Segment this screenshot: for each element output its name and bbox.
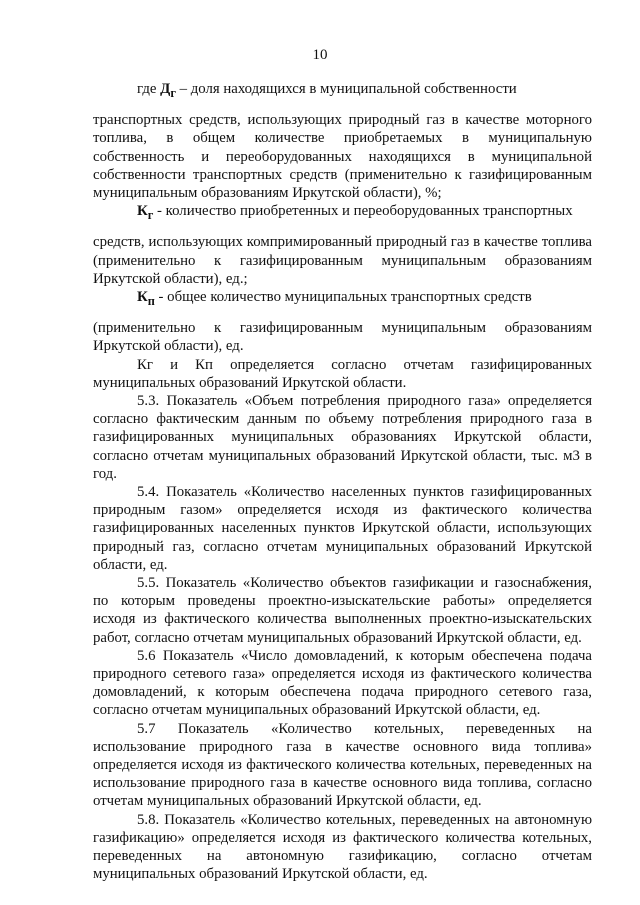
- paragraph-dg-continued: транспортных средств, использующих природный газ в качестве моторного топлива, в общем количестве приобретаемых в муниципальную собственность и переоборудованных находящихся в муниципальной собственности транспортных средств (применительно к газифицированным муниципальным образованиям Иркутской области), %;: [93, 112, 592, 201]
- paragraph-5-3: 5.3. Показатель «Объем потребления природного газа» определяется согласно фактическим данным по объему потребления природного газа в газифицированных муниципальных образованиях Иркутской области, согласно отчетам муниципальных образований Иркутской области, тыс. м3 в год.: [93, 392, 592, 482]
- paragraph-5-4: 5.4. Показатель «Количество населенных пунктов газифицированных природным газом» определяется исходя из фактического количества газифицированных населенных пунктов Иркутской области, использующих природный газ, согласно отчетам муниципальных образований Иркутской области, ед.: [93, 483, 592, 573]
- page-number: 10: [312, 47, 328, 63]
- paragraph-5-8: 5.8. Показатель «Количество котельных, переведенных на автономную газификацию» определяется исходя из фактического количества котельных, переведенных на автономную газификацию, согласно отчетам муниципальных образований Иркутской области, ед.: [93, 811, 592, 883]
- paragraph-5-5: 5.5. Показатель «Количество объектов газификации и газоснабжения, по которым проведены проектно-изыскательские работы» определяется исходя из фактического количества выполненных проектно-изыскательских работ, согласно отчетам муниципальных образований Иркутской области, ед.: [93, 574, 592, 646]
- symbol-dg: $Д_г$: [160, 81, 176, 100]
- paragraph-kg-continued: средств, использующих компримированный природный газ в качестве топлива (применительно к газифицированным муниципальным образованиям Иркутской области), ед.;: [93, 234, 592, 287]
- paragraph-kg-definition: $К_г$ - количество приобретенных и переоборудованных транспортных: [137, 203, 573, 223]
- paragraph-5-7: 5.7 Показатель «Количество котельных, переведенных на использование природного газа в качестве основного вида топлива» определяется исходя из фактического количества котельных, переведенных на использование природного газа в качестве основного вида топлива, согласно отчетам муниципальных образований Иркутской области, ед.: [93, 720, 592, 810]
- symbol-kp: $К_п$: [137, 288, 155, 308]
- paragraph-kg-kp-source: Кг и Кп определяется согласно отчетам газифицированных муниципальных образований Иркутской области.: [93, 356, 592, 391]
- paragraph-dg-definition: где $Д_г$ – доля находящихся в муниципальной собственности: [137, 81, 517, 100]
- document-body: [93, 80, 592, 883]
- symbol-kg: $К_г$: [137, 203, 154, 223]
- paragraph-kp-definition: $К_п$ - общее количество муниципальных транспортных средств: [137, 288, 532, 308]
- paragraph-5-6: 5.6 Показатель «Число домовладений, к которым обеспечена подача природного сетевого газа» определяется исходя из фактического количества домовладений, к которым обеспечена подача природного сетевого газа, согласно отчетам муниципальных образований Иркутской области, ед.: [93, 647, 592, 719]
- paragraph-kp-continued: (применительно к газифицированным муниципальным образованиям Иркутской области), ед.: [93, 320, 592, 355]
